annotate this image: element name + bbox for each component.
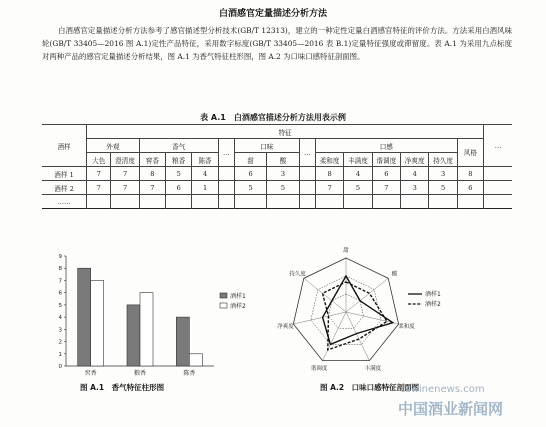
- table-row: [42, 195, 512, 209]
- table-cell: [344, 195, 372, 209]
- table-cell: 4: [344, 167, 372, 181]
- table-cell: 4: [192, 167, 218, 181]
- table-section-header: 风格: [457, 139, 483, 167]
- y-tick-label: 2: [58, 339, 62, 346]
- table-cell: [315, 195, 343, 209]
- paragraph-text: 白酒感官定量描述分析方法参考了感官描述型分析技术(GB/T 12313)，建立的一种定性定量白酒感官特征的评价方法。方法采用白酒风味轮(GB/T 33405—2016 图 A.1)定性产品特征，采用数字标度(GB/T 33405—2016 表 B.1)定量特征强度或滞留度。表 A.1 为采用九点标度对两种产品的感官定量描述分析结果，图 A.1 为香气特征柱形图，图 A.2 为口味口感特征剖面图。: [42, 26, 512, 61]
- y-tick-label: 9: [58, 254, 62, 260]
- table-cell: [111, 195, 139, 209]
- y-tick-label: 4: [58, 315, 62, 322]
- table-cell: 7: [87, 167, 111, 181]
- table-cell: 5: [429, 181, 457, 195]
- legend-label: 酒样1: [425, 291, 441, 298]
- table-section-header: 香气: [139, 139, 218, 153]
- table-cell: 3: [267, 167, 299, 181]
- legend-swatch: [220, 293, 227, 298]
- table-cell: 7: [315, 181, 343, 195]
- aroma-bar-chart: [44, 246, 264, 376]
- y-tick-label: 8: [58, 266, 62, 273]
- table-cell: 3: [401, 181, 429, 195]
- watermark-name: 中国酒业新闻网: [398, 400, 504, 418]
- table-cell: [484, 167, 512, 181]
- table-section-header: 外观: [87, 139, 140, 153]
- sensory-table: [42, 124, 512, 209]
- table-cell: [218, 195, 234, 209]
- table-cell: [372, 195, 400, 209]
- table-cell: [139, 195, 165, 209]
- table-cell: [166, 195, 192, 209]
- table-cell: 5: [267, 181, 299, 195]
- table-column-header: 大色: [87, 153, 111, 167]
- bar: [176, 317, 189, 366]
- y-tick-label: 3: [58, 327, 62, 334]
- table-cell: [299, 181, 315, 195]
- watermark-url: cswinenews.com: [400, 384, 485, 395]
- x-category-label: 窖香: [84, 370, 97, 376]
- y-tick-label: 6: [58, 290, 62, 297]
- table-cell: 5: [344, 181, 372, 195]
- table-section-header: 口味: [234, 139, 299, 153]
- x-category-label: 陈香: [183, 370, 196, 376]
- legend-label: 酒样2: [230, 303, 246, 310]
- row-label: 酒样 2: [42, 181, 87, 195]
- table-cell: 6: [457, 181, 483, 195]
- radar-axis-label: 净爽度: [277, 323, 294, 330]
- section-ellipsis: …: [299, 139, 315, 167]
- table-cell: 6: [234, 167, 266, 181]
- table-caption: 表 A.1 白酒感官描述分析方法用表示例: [200, 113, 346, 122]
- table-cell: [267, 195, 299, 209]
- table-cell: 8: [315, 167, 343, 181]
- bar: [91, 280, 104, 366]
- radar-axis-label: 柔和度: [398, 323, 415, 330]
- bar-chart-svg: [44, 246, 264, 376]
- radar-axis-label: 持久度: [289, 271, 306, 278]
- legend-label: 酒样2: [425, 301, 441, 308]
- table-cell: 7: [372, 181, 400, 195]
- table-cell: [234, 195, 266, 209]
- table-cell: 1: [192, 181, 218, 195]
- table-cell: [484, 195, 512, 209]
- table-cell: 5: [234, 181, 266, 195]
- table-cell: 7: [111, 181, 139, 195]
- table-cell: 7: [139, 181, 165, 195]
- radar-spoke: [304, 278, 346, 312]
- table-column-header: 窖香: [139, 153, 165, 167]
- table-cell: 8: [457, 167, 483, 181]
- table-cell: 7: [87, 181, 111, 195]
- table-column-header: 澄清度: [111, 153, 139, 167]
- radar-series: [323, 276, 393, 344]
- table-cell: 6: [372, 167, 400, 181]
- row-label: ……: [42, 195, 87, 209]
- table-cell: [401, 195, 429, 209]
- bar: [127, 305, 140, 366]
- section-ellipsis: …: [218, 139, 234, 167]
- table-cell: 7: [111, 167, 139, 181]
- taste-radar-chart: [266, 246, 506, 376]
- table-column-header: 陈香: [192, 153, 218, 167]
- radar-axis-label: 谐调度: [310, 365, 328, 372]
- table-cell: [218, 181, 234, 195]
- table-cell: [457, 195, 483, 209]
- table-header-ellipsis: …: [484, 125, 512, 167]
- table-column-header: 丰满度: [344, 153, 372, 167]
- legend-label: 酒样1: [230, 293, 246, 300]
- radar-spoke: [346, 312, 399, 324]
- radar-axis-label: 酸: [391, 271, 398, 278]
- table-cell: [429, 195, 457, 209]
- table-column-header: 净爽度: [401, 153, 429, 167]
- table-column-header: 谐调度: [372, 153, 400, 167]
- x-category-label: 粮香: [133, 370, 147, 376]
- bar: [189, 354, 202, 366]
- table-column-header: 持久度: [429, 153, 457, 167]
- y-tick-label: 1: [58, 351, 62, 358]
- table-group-header: 特征: [87, 125, 484, 139]
- table-cell: [299, 195, 315, 209]
- table-cell: [299, 167, 315, 181]
- table-column-header: 甜: [234, 153, 266, 167]
- radar-axis-label: 甜: [343, 248, 349, 254]
- y-tick-label: 0: [58, 364, 62, 370]
- intro-paragraph: [42, 24, 512, 63]
- table-row: [42, 181, 512, 195]
- radar-axis-label: 丰满度: [364, 365, 382, 372]
- radar-spoke: [346, 278, 388, 312]
- radar-chart-svg: [266, 246, 506, 376]
- table-column-header: 粮香: [166, 153, 192, 167]
- page-title: 白酒感官定量描述分析方法: [218, 9, 327, 19]
- table-cell: 4: [401, 167, 429, 181]
- table-column-header: 酸: [267, 153, 299, 167]
- legend-swatch: [220, 303, 227, 308]
- fig1-caption: 图 A.1 香气特征柱形图: [80, 383, 165, 392]
- fig2-caption: 图 A.2 口味口感特征剖面图: [320, 383, 420, 392]
- table-section-header: 口感: [315, 139, 457, 153]
- radar-spoke: [323, 312, 346, 361]
- table-cell: [87, 195, 111, 209]
- bar: [78, 268, 91, 366]
- table-cell: [218, 167, 234, 181]
- row-label: 酒样 1: [42, 167, 87, 181]
- table-cell: 5: [166, 167, 192, 181]
- table-cell: 3: [429, 167, 457, 181]
- table-cell: 6: [166, 181, 192, 195]
- radar-spoke: [293, 312, 346, 324]
- bar: [140, 293, 153, 366]
- table-column-header: 柔和度: [315, 153, 343, 167]
- y-tick-label: 7: [58, 278, 62, 285]
- table-cell: 8: [139, 167, 165, 181]
- table-cell: [484, 181, 512, 195]
- table-corner-cell: 酒样: [42, 125, 87, 167]
- table-row: [42, 167, 512, 181]
- y-tick-label: 5: [58, 302, 62, 309]
- table-cell: [192, 195, 218, 209]
